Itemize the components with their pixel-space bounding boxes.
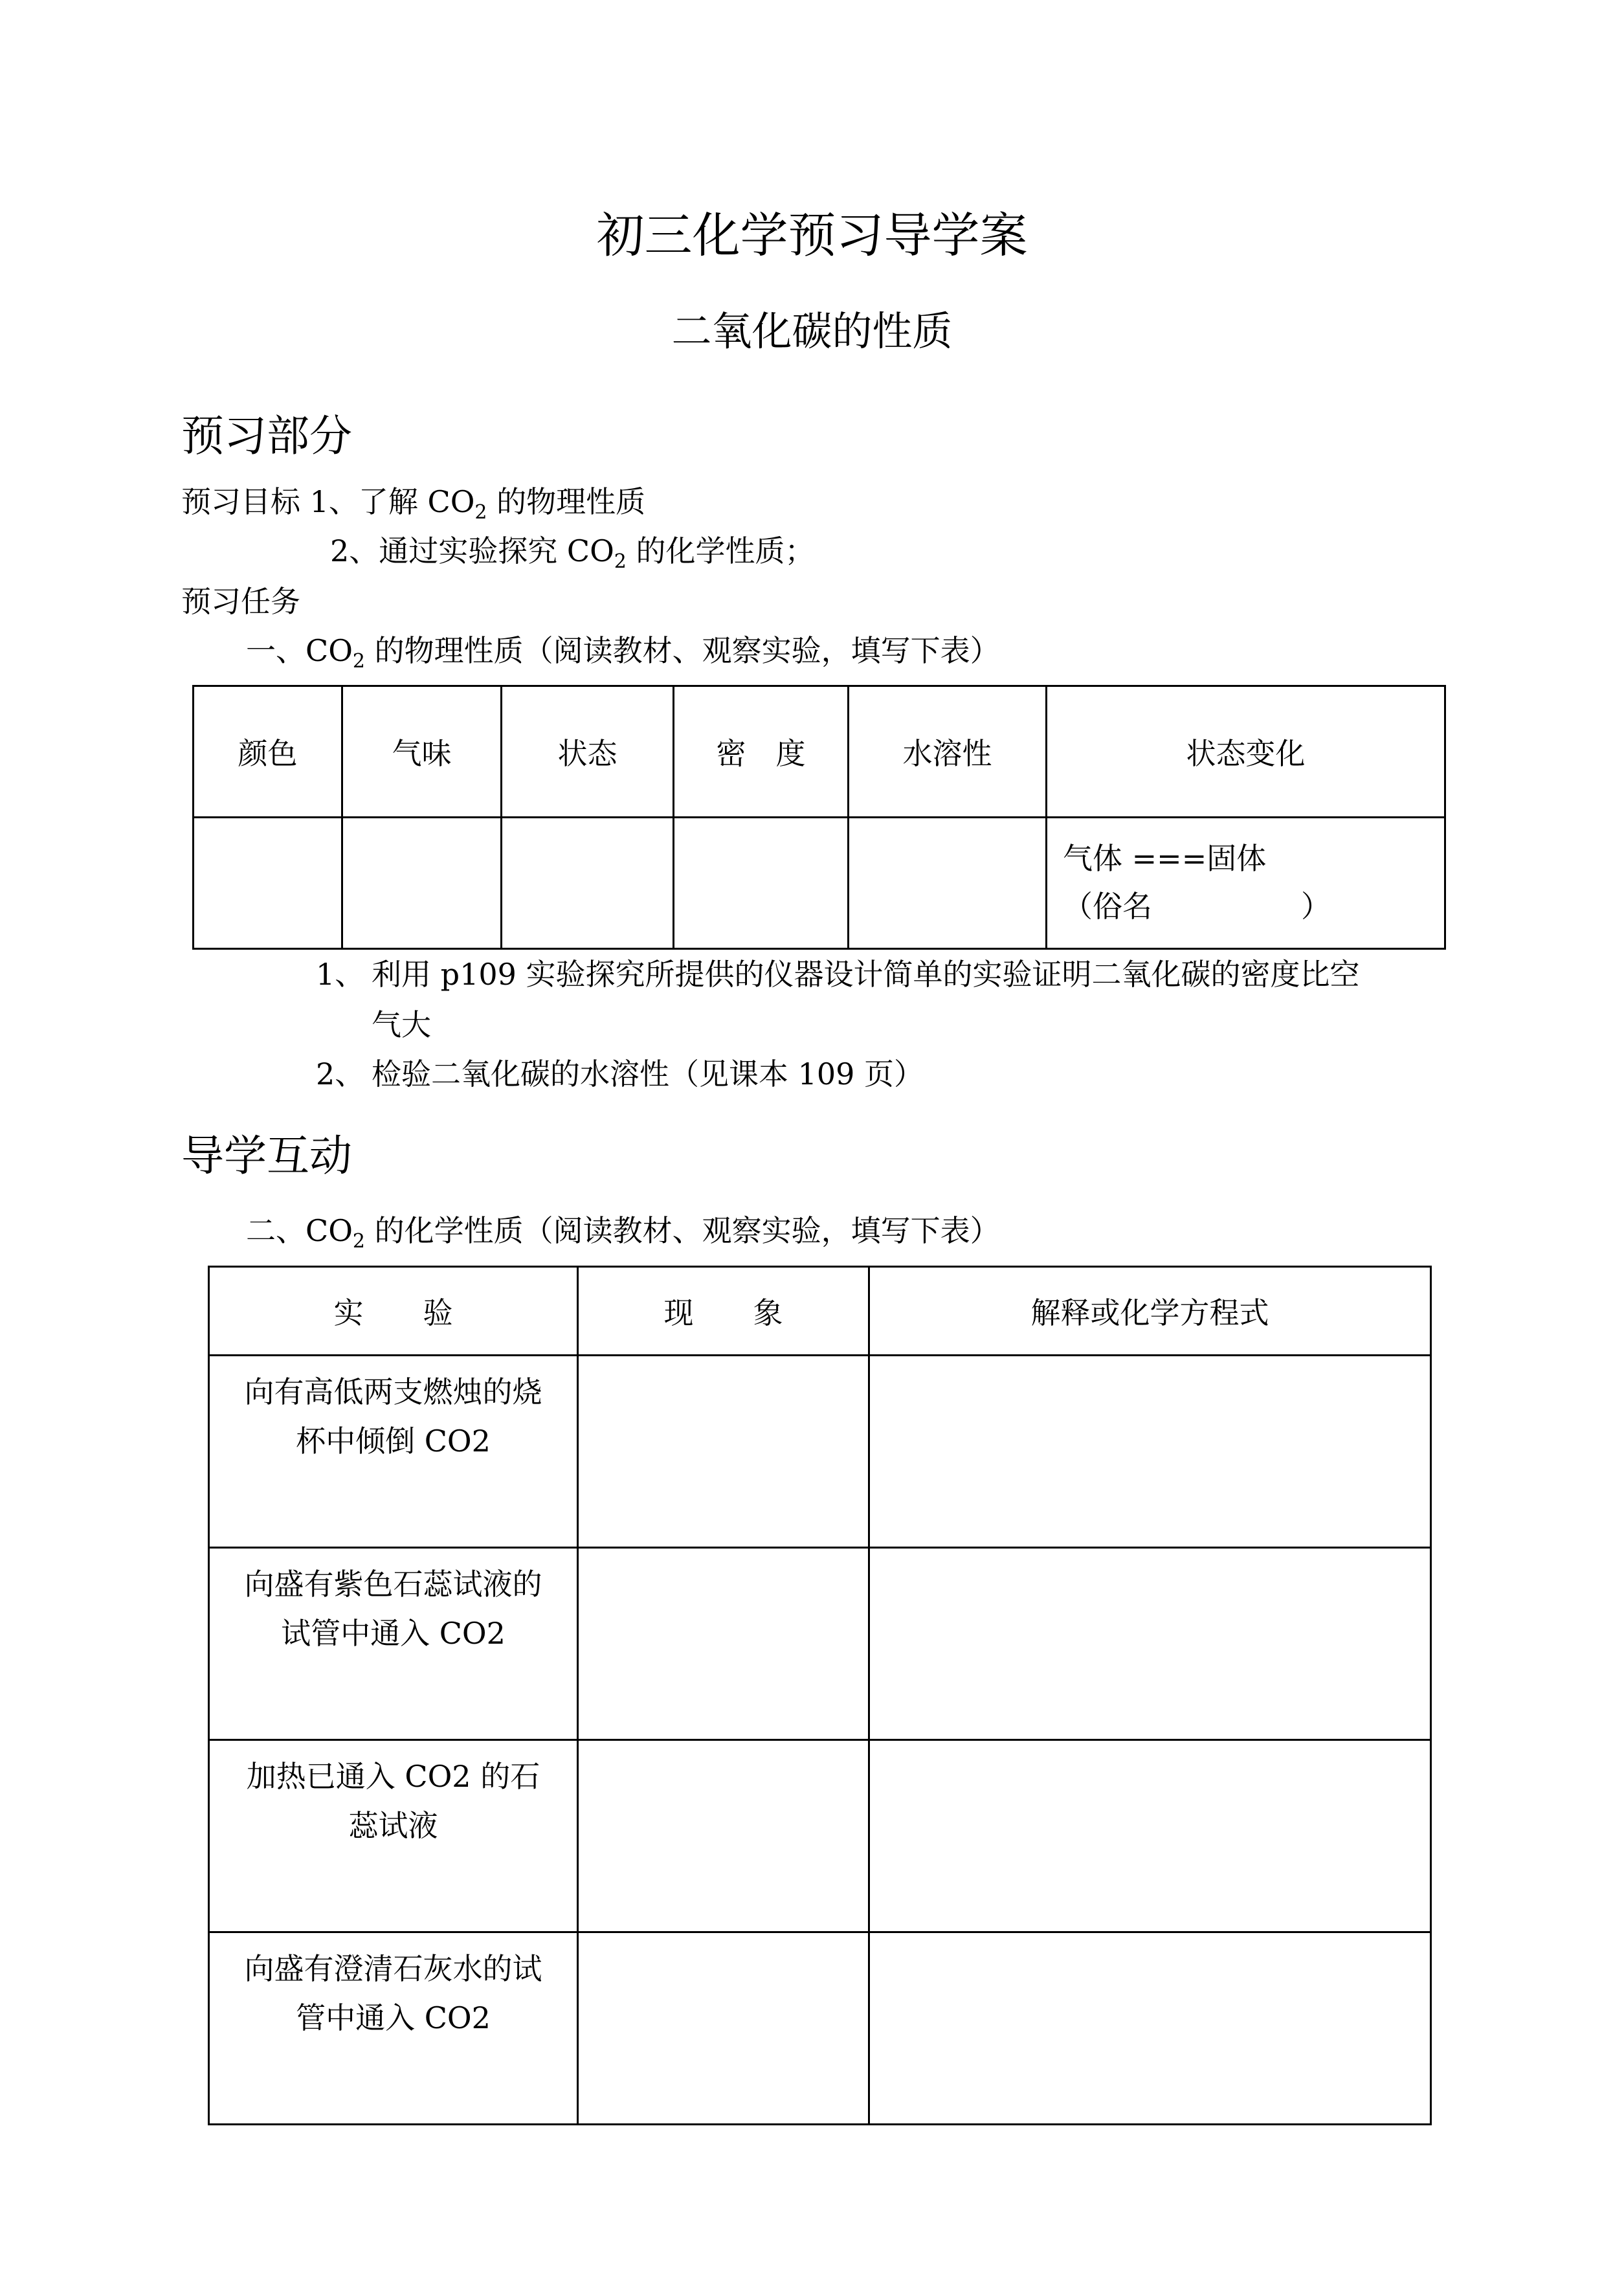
header-state-change: 状态变化 xyxy=(1047,686,1445,818)
header-odor: 气味 xyxy=(342,686,502,818)
note-1-line-2: 气大 xyxy=(372,1007,431,1042)
note-2-number: 2、 xyxy=(316,1057,365,1091)
header-explanation: 解释或化学方程式 xyxy=(869,1267,1431,1356)
note-1-number: 1、 xyxy=(316,957,365,992)
table-row xyxy=(209,1356,1431,1548)
objective-2: 2、通过实验探究 $CO_2$ 的化学性质； xyxy=(330,533,815,573)
answer-solubility-cell[interactable] xyxy=(849,818,1047,949)
header-experiment: 实 验 xyxy=(209,1267,578,1356)
explanation-cell[interactable] xyxy=(869,1932,1431,2125)
experiment-cell: 向盛有紫色石蕊试液的 试管中通入 CO2 xyxy=(209,1548,578,1740)
experiment-cell: 向有高低两支燃烛的烧 杯中倾倒 CO2 xyxy=(209,1356,578,1548)
chemical-properties-table xyxy=(208,1266,1432,2125)
phenomenon-cell[interactable] xyxy=(578,1740,869,1932)
table-row xyxy=(209,1932,1431,2125)
table-header-row xyxy=(194,686,1445,818)
task-2-heading: 二、$CO_2$ 的化学性质（阅读教材、观察实验，填写下表） xyxy=(246,1213,1000,1253)
page-title: 初三化学预习导学案 xyxy=(596,208,1028,263)
answer-density-cell[interactable] xyxy=(674,818,849,949)
phenomenon-cell[interactable] xyxy=(578,1932,869,2125)
experiment-cell: 加热已通入 CO2 的石 蕊试液 xyxy=(209,1740,578,1932)
note-1-line-1: 利用 p109 实验探究所提供的仪器设计简单的实验证明二氧化碳的密度比空 xyxy=(372,957,1360,992)
task-label: 预习任务 xyxy=(181,584,300,619)
page-subtitle: 二氧化碳的性质 xyxy=(671,308,953,355)
answer-state-cell[interactable] xyxy=(502,818,674,949)
header-state: 状态 xyxy=(502,686,674,818)
explanation-cell[interactable] xyxy=(869,1740,1431,1932)
header-density: 密 度 xyxy=(674,686,849,818)
answer-odor-cell[interactable] xyxy=(342,818,502,949)
section-heading-preview: 预习部分 xyxy=(181,411,352,461)
answer-state-change-cell[interactable] xyxy=(1047,818,1445,949)
table-row xyxy=(209,1740,1431,1932)
table-answer-row xyxy=(194,818,1445,949)
physical-properties-table xyxy=(192,685,1446,950)
header-phenomenon: 现 象 xyxy=(578,1267,869,1356)
explanation-cell[interactable] xyxy=(869,1356,1431,1548)
table-row xyxy=(209,1548,1431,1740)
header-color: 颜色 xyxy=(194,686,342,818)
task-1-heading: 一、$CO_2$ 的物理性质（阅读教材、观察实验，填写下表） xyxy=(246,633,1000,673)
state-change-line-2: （俗名 ） xyxy=(1063,889,1331,924)
phenomenon-cell[interactable] xyxy=(578,1548,869,1740)
header-solubility: 水溶性 xyxy=(849,686,1047,818)
table-header-row xyxy=(209,1267,1431,1356)
experiment-cell: 向盛有澄清石灰水的试 管中通入 CO2 xyxy=(209,1932,578,2125)
section-heading-interactive: 导学互动 xyxy=(181,1131,352,1181)
phenomenon-cell[interactable] xyxy=(578,1356,869,1548)
state-change-line-1: 气体 ===固体 xyxy=(1063,841,1267,877)
note-2-text: 检验二氧化碳的水溶性（见课本 109 页） xyxy=(372,1057,924,1091)
explanation-cell[interactable] xyxy=(869,1548,1431,1740)
objective-1: 预习目标 1、了解 $CO_2$ 的物理性质 xyxy=(181,484,646,524)
answer-color-cell[interactable] xyxy=(194,818,342,949)
